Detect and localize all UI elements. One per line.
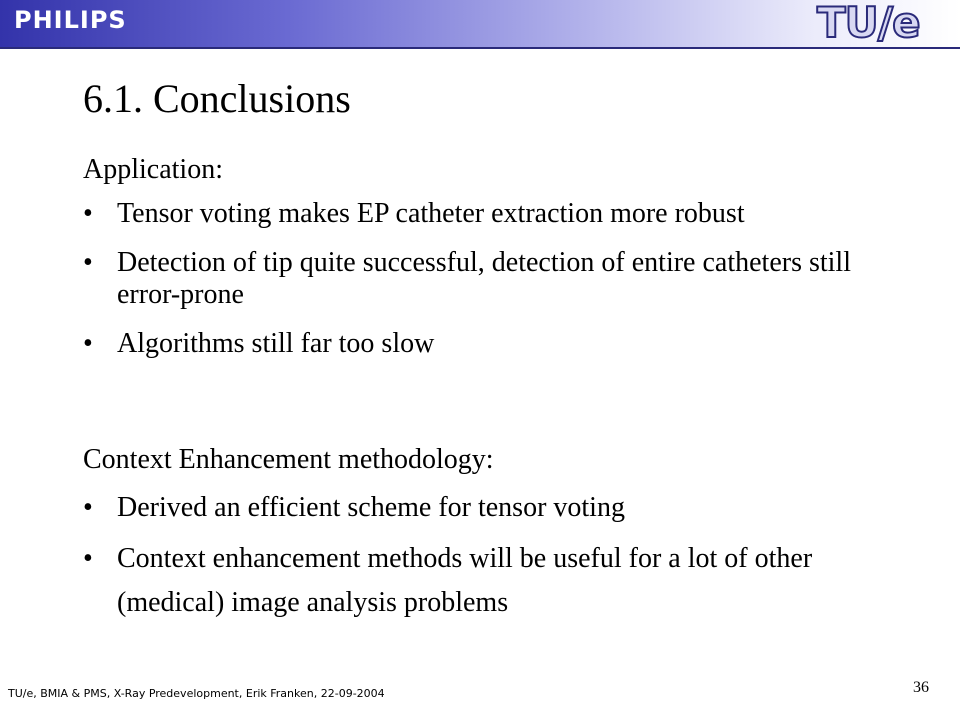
header-band — [0, 0, 960, 48]
tue-logo: TU/e — [817, 0, 920, 47]
list-item — [83, 537, 913, 625]
section-heading-application: Application: — [83, 154, 223, 185]
bullet-text: Tensor voting makes EP catheter extraction more robust — [117, 198, 745, 229]
bullet-icon: • — [83, 247, 93, 278]
application-bullet-list — [83, 198, 913, 360]
bullet-icon: • — [83, 198, 93, 229]
philips-logo: PHILIPS — [14, 6, 127, 34]
section-heading-context-enhancement: Context Enhancement methodology: — [83, 444, 494, 475]
bullet-text: Algorithms still far too slow — [117, 328, 435, 359]
bullet-text: Detection of tip quite successful, detection of entire catheters still error-prone — [117, 247, 851, 310]
header-rule — [0, 47, 960, 49]
footer-text: TU/e, BMIA & PMS, X-Ray Predevelopment, Erik Franken, 22-09-2004 — [8, 687, 385, 700]
bullet-text: Derived an efficient scheme for tensor voting — [117, 492, 625, 523]
list-item — [83, 247, 913, 311]
list-item — [83, 328, 913, 360]
context-enhancement-bullet-list — [83, 492, 913, 625]
bullet-icon: • — [83, 543, 93, 574]
bullet-icon: • — [83, 492, 93, 523]
bullet-icon: • — [83, 328, 93, 359]
list-item — [83, 492, 913, 524]
list-item — [83, 198, 913, 230]
page-number: 36 — [913, 679, 929, 696]
bullet-text: Context enhancement methods will be useful for a lot of other (medical) image analysis problems — [117, 543, 813, 618]
page-title: 6.1. Conclusions — [83, 76, 351, 121]
